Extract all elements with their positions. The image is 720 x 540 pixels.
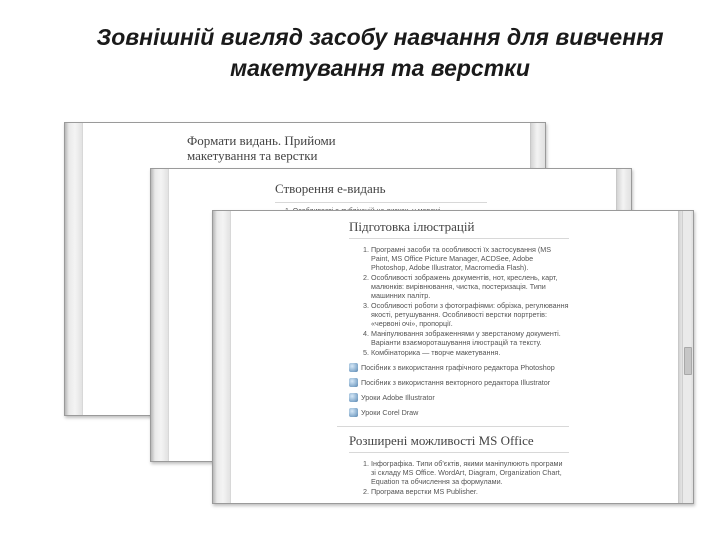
resource-link-illustrator-guide[interactable] <box>349 378 569 387</box>
section2-title: Розширені можливості MS Office <box>349 433 534 448</box>
section1-item: 4. Маніпулювання зображеннями у зверстаному документі. Варіанти взаємороташування ілюстрацій та тексту. <box>371 329 569 347</box>
window-middle-left-edge <box>151 169 169 461</box>
window-back-heading <box>187 133 403 163</box>
document-resource-icon <box>349 378 358 387</box>
resource-link-label: Уроки Corel Draw <box>361 408 419 417</box>
window-middle-rule <box>275 202 487 203</box>
window-middle-heading: Створення е-видань <box>275 181 386 196</box>
window-front-left-edge <box>213 211 231 503</box>
resource-list <box>349 363 569 417</box>
document-resource-icon <box>349 408 358 417</box>
scrollbar-thumb[interactable] <box>684 347 692 375</box>
section1-rule <box>349 238 569 239</box>
section1-list <box>349 245 569 357</box>
section1-item: 1. Програмні засоби та особливості їх застосування (MS Paint, MS Office Picture Manager, ACDSee, Adobe Photoshop, Adobe Illustrator, Macromedia Flash). <box>371 245 569 272</box>
slide-title <box>60 22 700 84</box>
slide-title-line1: Зовнішній вигляд засобу навчання для вивчення <box>96 24 664 50</box>
document-resource-icon <box>349 363 358 372</box>
window-front <box>212 210 694 504</box>
window-back-heading-line2: макетування та верстки <box>187 148 318 163</box>
section1-item: 5. Комбінаторика — творче макетування. <box>371 348 569 357</box>
window-front-content <box>337 211 569 503</box>
section1-item: 3. Особливості роботи з фотографіями: обрізка, регулювання якості, ретушування. Особливості верстки портретів: «червоні очі», пропорції. <box>371 301 569 328</box>
resource-link-illustrator-lessons[interactable] <box>349 393 569 402</box>
resource-link-label: Уроки Adobe Illustrator <box>361 393 435 402</box>
section-divider <box>337 426 569 427</box>
document-resource-icon <box>349 393 358 402</box>
section1-item: 2. Особливості зображень документів, нот, креслень, карт, малюнків: вирівнювання, чистка, постеризація. Типи машинних палітр. <box>371 273 569 300</box>
resource-link-label: Посібник з використання векторного редактора Illustrator <box>361 378 551 387</box>
section1-title: Підготовка ілюстрацій <box>349 219 475 234</box>
resource-link-coreldraw-lessons[interactable] <box>349 408 569 417</box>
resource-link-photoshop[interactable] <box>349 363 569 372</box>
section2-item: 1. Інфографіка. Типи об'єктів, якими маніпулюють програми зі складу MS Office. WordArt, Diagram, Organization Chart, Equation та обчислення за формулами. <box>371 459 569 486</box>
section2-list <box>349 459 569 496</box>
vertical-scrollbar[interactable] <box>682 211 691 503</box>
section2-rule <box>349 452 569 453</box>
slide-title-line2: макетування та верстки <box>230 55 530 81</box>
section2-item: 2. Програма верстки MS Publisher. <box>371 487 569 496</box>
window-back-left-edge <box>65 123 83 415</box>
resource-link-label: Посібник з використання графічного редактора Photoshop <box>361 363 555 372</box>
window-back-heading-line1: Формати видань. Прийоми <box>187 133 336 148</box>
